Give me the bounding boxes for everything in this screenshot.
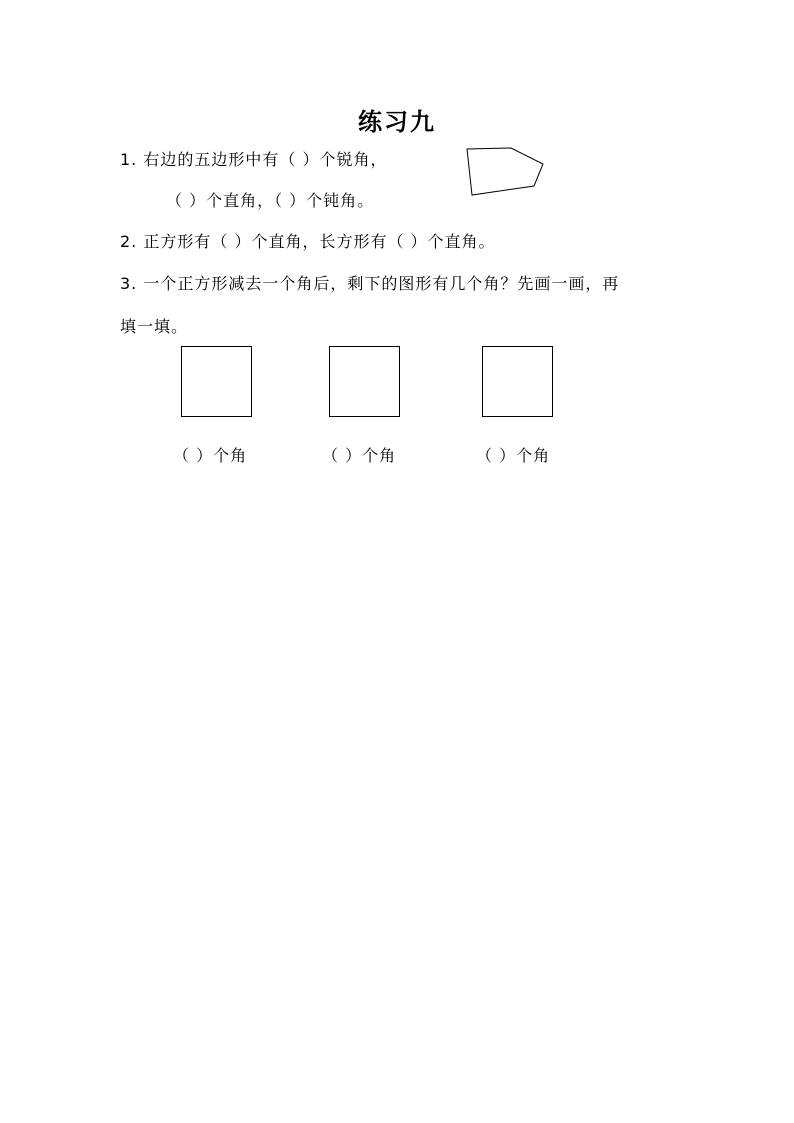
question-3-line-1: 3. 一个正方形减去一个角后，剩下的图形有几个角？先画一画，再	[120, 274, 620, 293]
square-figure-1	[181, 346, 252, 417]
pentagon-figure	[464, 146, 546, 198]
question-3-line-2: 填一填。	[120, 317, 189, 336]
answer-blank-3: （ ）个角	[476, 446, 551, 465]
question-2-text: 2. 正方形有（ ）个直角，长方形有（ ）个直角。	[120, 232, 496, 251]
square-figure-2	[329, 346, 400, 417]
question-1-line-2: （ ）个直角，（ ）个钝角。	[166, 191, 375, 210]
question-1-line-1: 1. 右边的五边形中有（ ）个锐角，	[120, 150, 388, 169]
page-title: 练习九	[358, 108, 436, 136]
square-figure-3	[482, 346, 553, 417]
answer-blank-1: （ ）个角	[173, 446, 248, 465]
answer-blank-2: （ ）个角	[322, 446, 397, 465]
